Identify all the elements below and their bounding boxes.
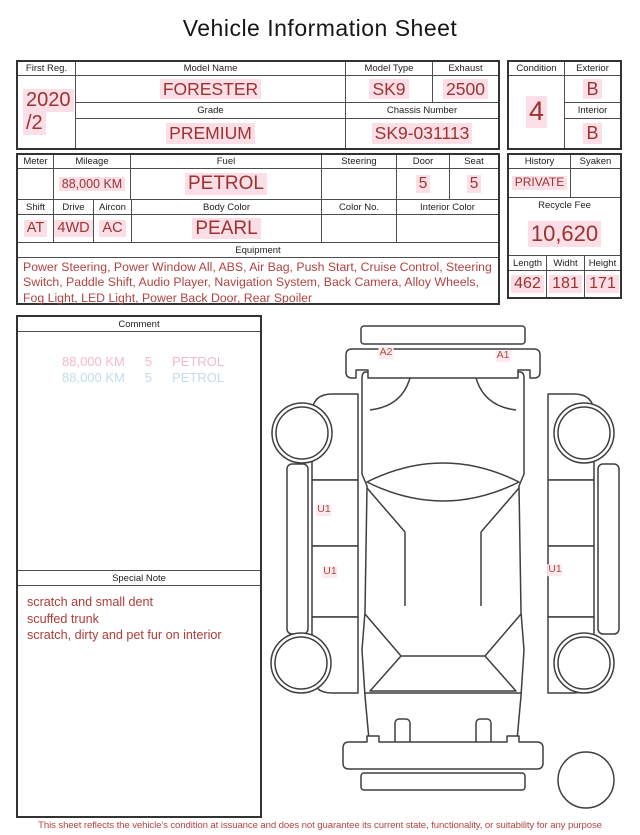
steering-label: Steering (322, 155, 397, 169)
damage-marker-u1-right-rear: U1 (548, 563, 562, 576)
comment-header: Comment (18, 317, 260, 332)
comment-box (16, 315, 262, 818)
history-label: History (509, 155, 571, 169)
left-sill (287, 464, 308, 634)
left-rear-door (312, 546, 358, 617)
comment-body (18, 332, 260, 571)
first-reg-month: /2 (23, 112, 46, 135)
grade-value: PREMIUM (76, 119, 346, 148)
special-note-list (18, 586, 260, 816)
shift-label: Shift (18, 200, 54, 215)
exterior-value: B (565, 76, 620, 103)
width-value: 181 (547, 271, 585, 297)
equipment-list: Power Steering, Power Window All, ABS, Air Bag, Push Start, Cruise Control, Steering Switch, Paddle Shift, Audio Player, Navigation System, Back Camera, Alloy Wheels, Fog Light, LED Light, Power Back Door, Rear Spoiler (23, 260, 492, 305)
exhaust-value: 2500 (433, 76, 498, 103)
chassis-number-label: Chassis Number (346, 103, 498, 119)
door-label: Door (397, 155, 450, 169)
disclaimer: This sheet reflects the vehicle's condition at issuance and does not guarantee its current state, functionality, or suitability for any purpose (38, 820, 602, 831)
history-value: PRIVATE (509, 169, 571, 198)
front-bumper (346, 346, 540, 378)
ghost-bleed-text: 88,000 KM 5 PETROL (62, 370, 225, 385)
special-note-header: Special Note (18, 571, 260, 586)
condition-table (507, 60, 622, 150)
length-label: Length (509, 256, 547, 271)
length-value: 462 (509, 271, 547, 297)
height-value: 171 (585, 271, 620, 297)
registration-table (16, 60, 500, 150)
first-reg-year: 2020 (23, 89, 74, 112)
mileage-value: 88,000 KM (54, 169, 131, 200)
right-sill (598, 464, 619, 634)
body-color-label: Body Color (132, 200, 322, 215)
car-damage-diagram (268, 316, 638, 816)
special-note-line: scratch, dirty and pet fur on interior (27, 628, 222, 643)
color-no-value (322, 215, 397, 243)
first-reg-label: First Reg. (18, 62, 76, 76)
right-taillight (476, 719, 491, 745)
door-value: 5 (397, 169, 450, 200)
fuel-label: Fuel (131, 155, 322, 169)
wheel-front-right-inner (558, 407, 610, 459)
condition-value: 4 (509, 76, 565, 148)
condition-label: Condition (509, 62, 565, 76)
grade-label: Grade (76, 103, 346, 119)
front-bumper-upper (361, 326, 525, 344)
wheel-rear-right-inner (558, 637, 610, 689)
shift-value: AT (18, 215, 54, 243)
aircon-value: AC (94, 215, 132, 243)
recycle-fee-value: 10,620 (509, 213, 620, 255)
meter-label: Meter (18, 155, 54, 169)
body-color-value: PEARL (132, 215, 322, 243)
mileage-label: Mileage (54, 155, 131, 169)
fuel-value: PETROL (131, 169, 322, 200)
height-label: Height (585, 256, 620, 271)
model-type-value: SK9 (346, 76, 433, 103)
specs-table (16, 153, 500, 305)
drive-label: Drive (54, 200, 94, 215)
width-label: Widht (547, 256, 585, 271)
damage-marker-u1-left-front: U1 (317, 503, 331, 516)
history-table (507, 153, 622, 299)
interior-label: Interior (565, 103, 620, 119)
model-name-value: FORESTER (76, 76, 346, 103)
right-front-door (548, 480, 594, 546)
steering-value (322, 169, 397, 200)
first-reg-value (18, 76, 76, 148)
seat-label: Seat (450, 155, 498, 169)
meter-value (18, 169, 54, 200)
chassis-number-value: SK9-031113 (346, 119, 498, 148)
car-body (362, 372, 524, 744)
wheel-front-left-inner (276, 407, 328, 459)
spare-tire (558, 752, 614, 808)
ghost-bleed-text: 88,000 KM 5 PETROL (62, 354, 225, 369)
right-rear-door (548, 546, 594, 617)
page-title: Vehicle Information Sheet (182, 15, 458, 41)
seat-value: 5 (450, 169, 498, 200)
exhaust-label: Exhaust (433, 62, 498, 76)
recycle-fee-label: Recycle Fee (538, 200, 591, 211)
syaken-value (571, 169, 620, 198)
left-taillight (395, 719, 410, 745)
special-note-line: scuffed trunk (27, 611, 99, 626)
damage-marker-a1: A1 (496, 349, 510, 362)
rear-bumper-lower (361, 773, 525, 790)
wheel-rear-left-inner (275, 637, 327, 689)
drive-value: 4WD (54, 215, 94, 243)
model-type-label: Model Type (346, 62, 433, 76)
special-note-line: scratch and small dent (27, 595, 153, 609)
exterior-label: Exterior (565, 62, 620, 76)
damage-marker-u1-left-rear: U1 (323, 565, 337, 578)
color-no-label: Color No. (322, 200, 397, 215)
aircon-label: Aircon (94, 200, 132, 215)
model-name-label: Model Name (76, 62, 346, 76)
interior-color-value (397, 215, 498, 243)
syaken-label: Syaken (571, 155, 620, 169)
interior-value: B (565, 119, 620, 148)
equipment-label: Equipment (18, 243, 498, 258)
damage-marker-a2: A2 (379, 346, 393, 359)
interior-color-label: Interior Color (397, 200, 498, 215)
